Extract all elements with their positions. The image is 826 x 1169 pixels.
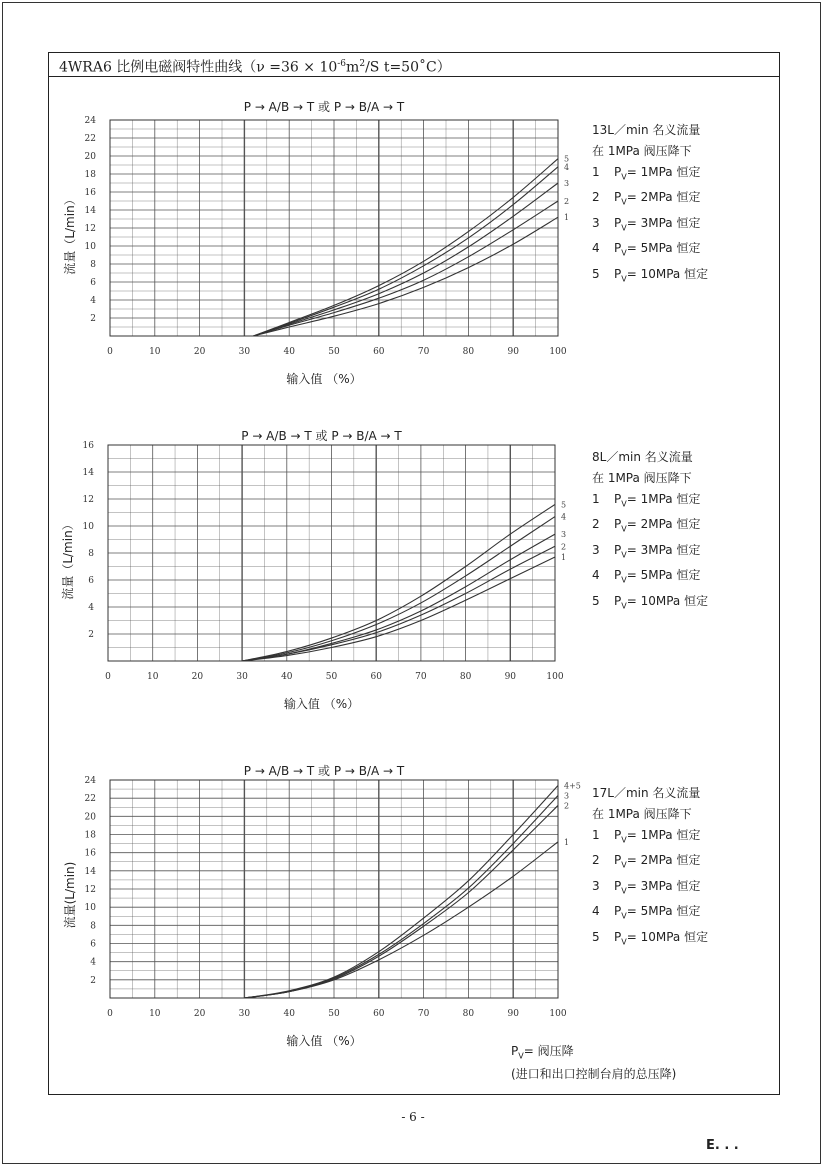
x-axis-label: 输入值 （%） — [286, 372, 362, 386]
legend-p: P — [614, 542, 622, 557]
y-tick-label: 6 — [88, 576, 94, 586]
y-tick-label: 20 — [84, 152, 96, 162]
legend-p: P — [614, 929, 622, 944]
legend-sub: V — [621, 886, 627, 896]
x-tick-label: 60 — [370, 672, 382, 682]
legend-p: P — [614, 853, 622, 868]
x-tick-label: 100 — [549, 347, 567, 357]
y-tick-label: 2 — [90, 314, 96, 324]
x-tick-label: 40 — [283, 1009, 295, 1019]
x-tick-label: 80 — [462, 347, 475, 357]
x-tick-label: 50 — [328, 347, 340, 357]
series-end-label: 5 — [564, 154, 570, 164]
legend-item — [592, 876, 708, 901]
legend-sub: V — [621, 172, 627, 182]
legend-item — [592, 901, 708, 926]
legend-sub: V — [621, 911, 627, 921]
series-end-label: 2 — [564, 197, 570, 206]
legend-item — [592, 264, 708, 289]
x-tick-label: 10 — [146, 672, 159, 682]
legend-p: P — [614, 878, 622, 893]
legend-text: = 3MPa 恒定 — [626, 542, 701, 557]
legend-p: P — [614, 517, 622, 532]
legend-subtitle: 在 1MPa 阀压降下 — [592, 807, 692, 821]
y-tick-label: 10 — [84, 242, 96, 252]
y-tick-label: 8 — [88, 549, 94, 559]
legend-sub: V — [621, 197, 627, 207]
legend-item — [592, 489, 708, 514]
y-axis-label: 流量(L/min) — [63, 861, 77, 929]
series-end-label: 3 — [561, 530, 567, 540]
y-tick-label: 16 — [84, 188, 96, 198]
x-tick-label: 40 — [283, 347, 295, 357]
legend-sub: V — [621, 248, 627, 258]
x-tick-label: 20 — [193, 347, 206, 357]
x-tick-label: 100 — [546, 672, 564, 682]
series-end-label: 2 — [561, 542, 567, 552]
y-tick-label: 22 — [84, 794, 96, 805]
series-end-label: 4+5 — [564, 781, 581, 791]
y-tick-label: 2 — [90, 975, 96, 986]
legend-num: 3 — [592, 878, 600, 893]
x-tick-label: 100 — [549, 1009, 567, 1019]
legend-p: P — [614, 492, 622, 506]
legend-p: P — [614, 568, 622, 583]
legend-sub: V — [621, 550, 627, 560]
chart-1 — [62, 100, 569, 386]
legend-sub: V — [621, 223, 627, 233]
y-tick-label: 2 — [88, 630, 94, 640]
legend-num: 4 — [592, 904, 600, 919]
y-tick-label: 22 — [84, 134, 96, 144]
y-tick-label: 16 — [82, 441, 94, 451]
legend-text: = 10MPa 恒定 — [626, 266, 709, 281]
x-tick-label: 60 — [373, 347, 385, 357]
legend-text: = 5MPa 恒定 — [626, 241, 701, 256]
y-tick-label: 24 — [84, 776, 96, 786]
footnote-p: P — [511, 1044, 519, 1058]
series-end-label: 1 — [561, 553, 567, 563]
x-tick-label: 0 — [107, 347, 113, 357]
series-end-label: 1 — [564, 837, 570, 847]
legend-subtitle: 在 1MPa 阀压降下 — [592, 471, 692, 485]
legend-item — [592, 514, 708, 539]
legend-text: = 5MPa 恒定 — [626, 904, 701, 919]
chart-2 — [60, 429, 566, 711]
legend-num: 5 — [592, 929, 600, 944]
legend-num: 4 — [592, 241, 600, 256]
y-tick-label: 8 — [90, 260, 96, 270]
legend-num: 2 — [592, 190, 600, 205]
y-tick-label: 24 — [84, 116, 96, 126]
y-tick-label: 4 — [88, 603, 94, 613]
legend-text: = 5MPa 恒定 — [626, 568, 701, 583]
y-tick-label: 14 — [82, 468, 94, 478]
x-tick-label: 30 — [238, 1009, 251, 1019]
x-tick-label: 80 — [459, 672, 472, 682]
x-tick-label: 90 — [507, 1009, 519, 1019]
legend-text: = 10MPa 恒定 — [626, 593, 709, 608]
legend-p: P — [614, 593, 622, 608]
legend-num: 4 — [592, 568, 600, 583]
legend-text: = 3MPa 恒定 — [626, 215, 701, 230]
footnote-line-2: (进口和出口控制台肩的总压降) — [511, 1067, 677, 1082]
title-text: 4WRA6 比例电磁阀特性曲线（ν =36 × 10 — [59, 59, 338, 76]
legend-sub: V — [621, 575, 627, 585]
y-tick-label: 6 — [90, 939, 96, 950]
legend-p: P — [614, 828, 622, 842]
x-tick-label: 80 — [462, 1009, 475, 1019]
x-tick-label: 50 — [325, 672, 338, 682]
legend-sub: V — [621, 835, 627, 845]
x-tick-label: 60 — [373, 1009, 385, 1019]
legend-text: = 1MPa 恒定 — [626, 828, 701, 842]
y-tick-label: 12 — [82, 495, 94, 505]
title-unit: m — [346, 59, 360, 76]
legend-nominal: 17L／min 名义流量 — [592, 786, 701, 800]
y-tick-label: 16 — [84, 848, 96, 859]
y-tick-label: 18 — [84, 170, 96, 180]
chart-title: P → A/B → T 或 P → B/A → T — [243, 100, 405, 114]
x-tick-label: 50 — [328, 1009, 340, 1019]
legend-num: 3 — [592, 542, 600, 557]
x-tick-label: 10 — [149, 347, 161, 357]
legend-chart-3 — [592, 783, 708, 952]
legend-text: = 2MPa 恒定 — [626, 853, 701, 868]
legend-text: = 3MPa 恒定 — [626, 878, 701, 893]
title-exp: -6 — [337, 59, 347, 69]
legend-num: 2 — [592, 853, 600, 868]
legend-nominal: 13L／min 名义流量 — [592, 123, 701, 137]
x-tick-label: 40 — [281, 672, 293, 682]
x-tick-label: 0 — [107, 1009, 113, 1019]
y-tick-label: 14 — [84, 206, 96, 216]
x-tick-label: 30 — [238, 347, 251, 357]
y-tick-label: 4 — [90, 296, 96, 306]
x-tick-label: 30 — [236, 672, 248, 682]
legend-p: P — [614, 904, 622, 919]
x-tick-label: 20 — [191, 672, 204, 682]
y-tick-label: 10 — [82, 522, 94, 532]
series-end-label: 2 — [564, 801, 570, 811]
footnote — [511, 1042, 676, 1084]
legend-sub: V — [621, 860, 627, 870]
legend-sub: V — [621, 600, 627, 610]
x-tick-label: 20 — [193, 1009, 206, 1019]
y-tick-label: 18 — [84, 830, 96, 841]
legend-num: 1 — [592, 828, 600, 842]
y-tick-label: 10 — [84, 903, 96, 914]
y-tick-label: 12 — [84, 885, 96, 895]
chart-title: P → A/B → T 或 P → B/A → T — [243, 764, 405, 778]
legend-p: P — [614, 266, 622, 281]
series-end-label: 4 — [564, 162, 570, 172]
series-line-5 — [253, 159, 558, 336]
x-tick-label: 90 — [507, 347, 519, 357]
legend-text: = 2MPa 恒定 — [626, 190, 701, 205]
legend-item — [592, 927, 708, 952]
x-tick-label: 70 — [417, 347, 430, 357]
chart-3 — [62, 764, 581, 1048]
x-axis-label: 输入值 （%） — [286, 1034, 362, 1048]
legend-sub: V — [621, 524, 627, 534]
y-tick-label: 12 — [84, 224, 96, 234]
legend-num: 3 — [592, 215, 600, 230]
legend-text: = 1MPa 恒定 — [626, 492, 701, 506]
y-tick-label: 20 — [84, 812, 96, 823]
legend-item — [592, 213, 708, 238]
x-tick-label: 0 — [105, 672, 111, 682]
legend-text: = 1MPa 恒定 — [626, 165, 701, 179]
legend-num: 1 — [592, 492, 600, 506]
legend-sub: V — [621, 936, 627, 946]
footnote-rest: = 阀压降 — [523, 1044, 574, 1058]
x-tick-label: 90 — [504, 672, 517, 682]
chart-title: P → A/B → T 或 P → B/A → T — [241, 429, 402, 443]
legend-num: 5 — [592, 266, 600, 281]
page-number: - 6 - — [401, 1110, 425, 1124]
legend-p: P — [614, 190, 622, 205]
title-tail: /S t=50˚C） — [365, 59, 451, 76]
legend-num: 2 — [592, 517, 600, 532]
x-tick-label: 10 — [149, 1009, 161, 1019]
y-tick-label: 4 — [90, 957, 96, 968]
series-end-label: 4 — [561, 512, 567, 522]
legend-nominal: 8L／min 名义流量 — [592, 450, 693, 464]
y-axis-label: 流量（L/min） — [63, 193, 77, 275]
footnote-sub: V — [518, 1051, 524, 1061]
series-end-label: 1 — [564, 213, 570, 223]
y-tick-label: 6 — [90, 278, 96, 288]
legend-num: 1 — [592, 165, 600, 179]
x-tick-label: 70 — [415, 672, 427, 682]
legend-chart-1 — [592, 120, 708, 289]
legend-p: P — [614, 241, 622, 256]
legend-chart-2 — [592, 447, 708, 616]
x-axis-label: 输入值 （%） — [283, 697, 360, 711]
y-tick-label: 14 — [84, 866, 96, 877]
brand-mark: E. . . — [706, 1138, 739, 1153]
legend-p: P — [614, 165, 622, 179]
legend-text: = 2MPa 恒定 — [626, 517, 701, 532]
series-end-label: 5 — [561, 500, 567, 510]
legend-item — [592, 850, 708, 875]
legend-item — [592, 540, 708, 565]
legend-item — [592, 565, 708, 590]
x-tick-label: 70 — [417, 1009, 430, 1019]
legend-num: 5 — [592, 593, 600, 608]
legend-item — [592, 238, 708, 263]
legend-item — [592, 187, 708, 212]
series-end-label: 3 — [564, 791, 570, 801]
title-unit-exp: 2 — [359, 59, 366, 69]
footnote-line-1 — [511, 1042, 676, 1065]
y-axis-label: 流量（L/min） — [61, 518, 75, 600]
legend-item — [592, 825, 708, 850]
legend-item — [592, 162, 708, 187]
series-line-2 — [253, 201, 558, 336]
legend-sub: V — [621, 273, 627, 283]
legend-item — [592, 591, 708, 616]
y-tick-label: 8 — [90, 921, 96, 932]
legend-p: P — [614, 215, 622, 230]
legend-sub: V — [621, 499, 627, 509]
series-end-label: 3 — [564, 179, 570, 188]
legend-text: = 10MPa 恒定 — [626, 929, 709, 944]
legend-subtitle: 在 1MPa 阀压降下 — [592, 144, 692, 158]
